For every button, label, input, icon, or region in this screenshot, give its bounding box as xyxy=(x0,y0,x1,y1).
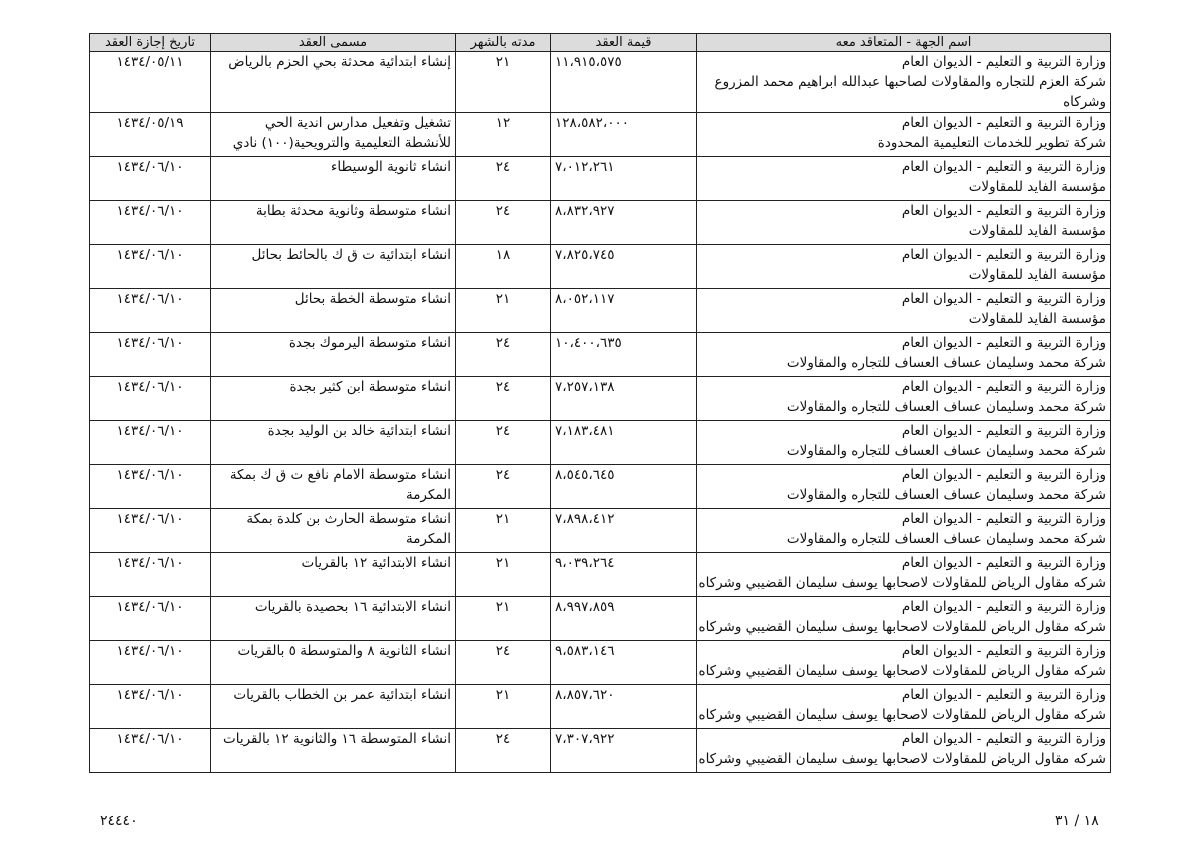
date-cell: ١٤٣٤/٠٦/١٠ xyxy=(90,641,211,685)
party-line-ministry: وزارة التربية و التعليم - الديوان العام xyxy=(901,203,1106,219)
table-row xyxy=(90,421,1111,465)
party-cell xyxy=(697,641,1111,685)
party-line-ministry: وزارة التربية و التعليم - الديوان العام xyxy=(901,54,1106,70)
party-cell xyxy=(697,421,1111,465)
party-cell xyxy=(697,685,1111,729)
contract-name-cell: انشاء ثانوية الوسيطاء xyxy=(211,157,456,201)
duration-cell: ٢١ xyxy=(456,597,551,641)
party-line-contractor: شركه مقاول الرياض للمقاولات لاصحابها يوسف سليمان القضيبي وشركاه xyxy=(698,575,1106,591)
party-line-ministry: وزارة التربية و التعليم - الديوان العام xyxy=(901,291,1106,307)
duration-cell: ١٨ xyxy=(456,245,551,289)
party-line-ministry: وزارة التربية و التعليم - الديوان العام xyxy=(901,467,1106,483)
date-cell: ١٤٣٤/٠٦/١٠ xyxy=(90,465,211,509)
date-cell: ١٤٣٤/٠٥/١٩ xyxy=(90,113,211,157)
contract-name-cell: تشغيل وتفعيل مدارس اندية الحي للأنشطة التعليمية والترويحية(١٠٠) نادي xyxy=(211,113,456,157)
date-cell: ١٤٣٤/٠٦/١٠ xyxy=(90,685,211,729)
duration-cell: ٢١ xyxy=(456,553,551,597)
party-cell xyxy=(697,201,1111,245)
table-row xyxy=(90,553,1111,597)
page-number: ١٨ / ٣١ xyxy=(1055,813,1099,829)
document-number: ٢٤٤٤٠ xyxy=(100,813,138,829)
party-cell xyxy=(697,245,1111,289)
party-cell xyxy=(697,333,1111,377)
party-line-ministry: وزارة التربية و التعليم - الديوان العام xyxy=(901,511,1106,527)
party-line-contractor: مؤسسة الفايد للمقاولات xyxy=(968,267,1106,283)
value-cell: ٧،١٨٣،٤٨١ xyxy=(551,421,697,465)
contract-name-cell: انشاء الابتدائية ١٦ بحصيدة بالقريات xyxy=(211,597,456,641)
party-line-contractor: شركه مقاول الرياض للمقاولات لاصحابها يوسف سليمان القضيبي وشركاه xyxy=(698,751,1106,767)
date-cell: ١٤٣٤/٠٦/١٠ xyxy=(90,201,211,245)
party-line-contractor: شركة العزم للتجاره والمقاولات لصاحبها عبدالله ابراهيم محمد المزروع xyxy=(714,74,1106,90)
party-line-ministry: وزارة التربية و التعليم - الديوان العام xyxy=(901,379,1106,395)
contract-name-cell: انشاء متوسطة اليرموك بجدة xyxy=(211,333,456,377)
table-header-row xyxy=(90,34,1111,52)
duration-cell: ٢٤ xyxy=(456,421,551,465)
table-row xyxy=(90,597,1111,641)
header-value: قيمة العقد xyxy=(551,34,697,52)
duration-cell: ١٢ xyxy=(456,113,551,157)
party-line-contractor: شركة محمد وسليمان عساف العساف للتجاره والمقاولات xyxy=(786,487,1106,503)
date-cell: ١٤٣٤/٠٦/١٠ xyxy=(90,729,211,773)
value-cell: ٧،٢٥٧،١٣٨ xyxy=(551,377,697,421)
table-row xyxy=(90,333,1111,377)
duration-cell: ٢٤ xyxy=(456,157,551,201)
table-row xyxy=(90,729,1111,773)
party-line-contractor: شركة تطوير للخدمات التعليمية المحدودة xyxy=(877,135,1106,151)
party-line-contractor: شركة محمد وسليمان عساف العساف للتجاره والمقاولات xyxy=(786,355,1106,371)
party-line-contractor: شركه مقاول الرياض للمقاولات لاصحابها يوسف سليمان القضيبي وشركاه xyxy=(698,663,1106,679)
contract-name-cell: انشاء متوسطة الحارث بن كلدة بمكة المكرمة xyxy=(211,509,456,553)
contract-name-cell: انشاء ابتدائية ت ق ك بالحائط بحائل xyxy=(211,245,456,289)
contracts-table xyxy=(89,33,1111,773)
party-line-ministry: وزارة التربية و التعليم - الديوان العام xyxy=(901,731,1106,747)
contract-name-cell: انشاء الابتدائية ١٢ بالقريات xyxy=(211,553,456,597)
party-line-contractor: شركه مقاول الرياض للمقاولات لاصحابها يوسف سليمان القضيبي وشركاه xyxy=(698,707,1106,723)
party-line-ministry: وزارة التربية و التعليم - الديوان العام xyxy=(901,555,1106,571)
table-row xyxy=(90,377,1111,421)
value-cell: ٨،٠٥٢،١١٧ xyxy=(551,289,697,333)
contract-name-cell: انشاء متوسطة الامام نافع ت ق ك بمكة المكرمة xyxy=(211,465,456,509)
table-row xyxy=(90,157,1111,201)
date-cell: ١٤٣٤/٠٦/١٠ xyxy=(90,377,211,421)
duration-cell: ٢١ xyxy=(456,52,551,113)
value-cell: ٨،٩٩٧،٨٥٩ xyxy=(551,597,697,641)
contract-name-cell: انشاء المتوسطة ١٦ والثانوية ١٢ بالقريات xyxy=(211,729,456,773)
duration-cell: ٢١ xyxy=(456,289,551,333)
value-cell: ٨،٥٤٥،٦٤٥ xyxy=(551,465,697,509)
party-cell xyxy=(697,553,1111,597)
value-cell: ٨،٨٣٢،٩٢٧ xyxy=(551,201,697,245)
duration-cell: ٢٤ xyxy=(456,333,551,377)
duration-cell: ٢٤ xyxy=(456,201,551,245)
contract-name-cell: انشاء ابتدائية عمر بن الخطاب بالقريات xyxy=(211,685,456,729)
party-line-contractor: شركة محمد وسليمان عساف العساف للتجاره والمقاولات xyxy=(786,443,1106,459)
value-cell: ١٢٨،٥٨٢،٠٠٠ xyxy=(551,113,697,157)
value-cell: ٧،٨٩٨،٤١٢ xyxy=(551,509,697,553)
date-cell: ١٤٣٤/٠٦/١٠ xyxy=(90,509,211,553)
header-duration: مدته بالشهر xyxy=(456,34,551,52)
date-cell: ١٤٣٤/٠٦/١٠ xyxy=(90,421,211,465)
party-cell xyxy=(697,289,1111,333)
duration-cell: ٢٤ xyxy=(456,729,551,773)
contract-name-cell: انشاء متوسطة ابن كثير بجدة xyxy=(211,377,456,421)
party-line-contractor: مؤسسة الفايد للمقاولات xyxy=(968,223,1106,239)
header-party: اسم الجهة - المتعاقد معه xyxy=(697,34,1111,52)
party-line-contractor: شركة محمد وسليمان عساف العساف للتجاره والمقاولات xyxy=(786,531,1106,547)
party-line-contractor: شركة محمد وسليمان عساف العساف للتجاره والمقاولات xyxy=(786,399,1106,415)
date-cell: ١٤٣٤/٠٦/١٠ xyxy=(90,157,211,201)
duration-cell: ٢٤ xyxy=(456,465,551,509)
value-cell: ٧،٣٠٧،٩٢٢ xyxy=(551,729,697,773)
date-cell: ١٤٣٤/٠٥/١١ xyxy=(90,52,211,113)
value-cell: ٧،٨٢٥،٧٤٥ xyxy=(551,245,697,289)
date-cell: ١٤٣٤/٠٦/١٠ xyxy=(90,597,211,641)
header-name: مسمى العقد xyxy=(211,34,456,52)
party-line-contractor: مؤسسة الفايد للمقاولات xyxy=(968,179,1106,195)
party-line-ministry: وزارة التربية و التعليم - الديوان العام xyxy=(901,687,1106,703)
party-cell xyxy=(697,377,1111,421)
value-cell: ١٠،٤٠٠،٦٣٥ xyxy=(551,333,697,377)
party-cell xyxy=(697,52,1111,113)
table-row xyxy=(90,641,1111,685)
duration-cell: ٢١ xyxy=(456,509,551,553)
table-row xyxy=(90,113,1111,157)
date-cell: ١٤٣٤/٠٦/١٠ xyxy=(90,289,211,333)
contract-name-cell: إنشاء ابتدائية محدثة بحي الحزم بالرياض xyxy=(211,52,456,113)
party-line-ministry: وزارة التربية و التعليم - الديوان العام xyxy=(901,643,1106,659)
value-cell: ٩،٠٣٩،٢٦٤ xyxy=(551,553,697,597)
party-line-ministry: وزارة التربية و التعليم - الديوان العام xyxy=(901,335,1106,351)
duration-cell: ٢٤ xyxy=(456,377,551,421)
party-line-contractor: شركه مقاول الرياض للمقاولات لاصحابها يوسف سليمان القضيبي وشركاه xyxy=(698,619,1106,635)
contract-name-cell: انشاء الثانوية ٨ والمتوسطة ٥ بالقريات xyxy=(211,641,456,685)
header-date: تاريخ إجازة العقد xyxy=(90,34,211,52)
party-line-ministry: وزارة التربية و التعليم - الديوان العام xyxy=(901,159,1106,175)
duration-cell: ٢٤ xyxy=(456,641,551,685)
date-cell: ١٤٣٤/٠٦/١٠ xyxy=(90,333,211,377)
party-cell xyxy=(697,597,1111,641)
party-line-ministry: وزارة التربية و التعليم - الديوان العام xyxy=(901,247,1106,263)
contract-name-cell: انشاء متوسطة وثانوية محدثة بطابة xyxy=(211,201,456,245)
date-cell: ١٤٣٤/٠٦/١٠ xyxy=(90,553,211,597)
table-row xyxy=(90,509,1111,553)
party-cell xyxy=(697,465,1111,509)
party-cell xyxy=(697,509,1111,553)
value-cell: ١١،٩١٥،٥٧٥ xyxy=(551,52,697,113)
contract-name-cell: انشاء ابتدائية خالد بن الوليد بجدة xyxy=(211,421,456,465)
table-row xyxy=(90,52,1111,113)
table-row xyxy=(90,465,1111,509)
party-cell xyxy=(697,157,1111,201)
table-row xyxy=(90,245,1111,289)
value-cell: ٨،٨٥٧،٦٢٠ xyxy=(551,685,697,729)
table-row xyxy=(90,685,1111,729)
party-line-ministry: وزارة التربية و التعليم - الديوان العام xyxy=(901,599,1106,615)
party-line-ministry: وزارة التربية و التعليم - الديوان العام xyxy=(901,423,1106,439)
value-cell: ٩،٥٨٣،١٤٦ xyxy=(551,641,697,685)
party-line-ministry: وزارة التربية و التعليم - الديوان العام xyxy=(901,115,1106,131)
party-line-extra: وشركاه xyxy=(1063,94,1106,110)
table-row xyxy=(90,201,1111,245)
party-line-contractor: مؤسسة الفايد للمقاولات xyxy=(968,311,1106,327)
contract-name-cell: انشاء متوسطة الخطة بحائل xyxy=(211,289,456,333)
duration-cell: ٢١ xyxy=(456,685,551,729)
party-cell xyxy=(697,729,1111,773)
party-cell xyxy=(697,113,1111,157)
value-cell: ٧،٠١٢،٢٦١ xyxy=(551,157,697,201)
date-cell: ١٤٣٤/٠٦/١٠ xyxy=(90,245,211,289)
table-row xyxy=(90,289,1111,333)
